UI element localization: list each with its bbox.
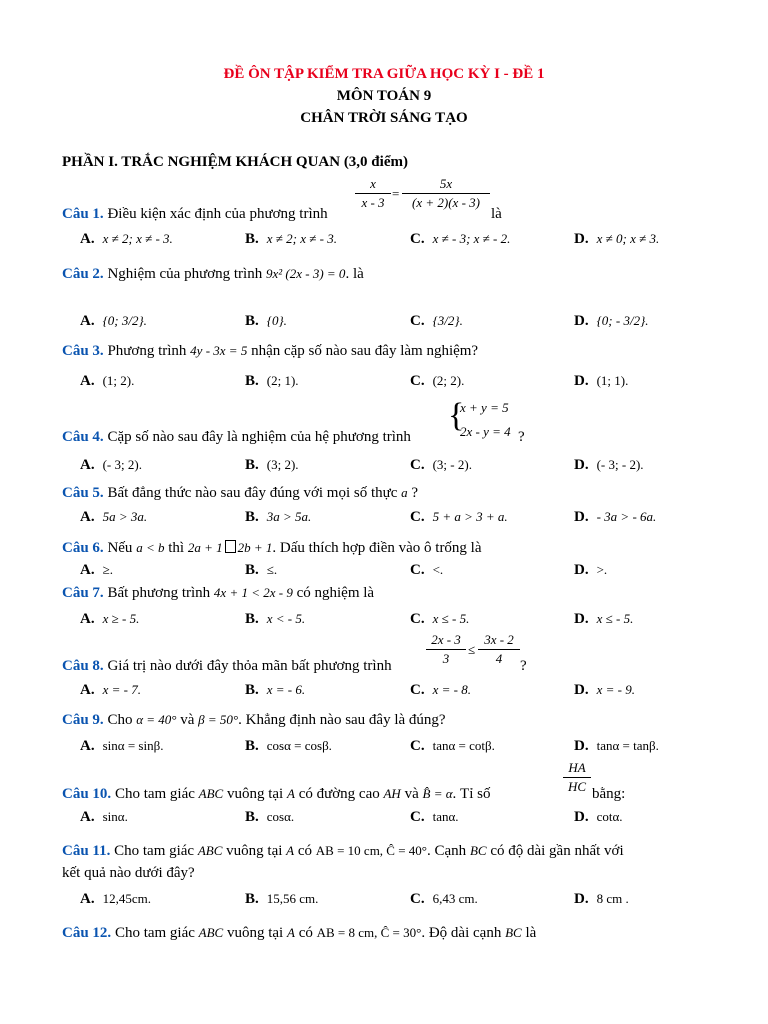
question-text: Nếu [103, 540, 133, 556]
question-tail: . là [345, 266, 364, 282]
question-number: Câu 2. [62, 266, 104, 282]
question-text: Cho tam giác [110, 843, 195, 859]
option-b[interactable]: B. ≤. [245, 562, 278, 578]
denominator: HC [567, 779, 587, 794]
option-a[interactable]: A. x ≥ - 5. [80, 611, 140, 627]
question-number: Câu 3. [62, 343, 104, 359]
question-number: Câu 9. [62, 712, 104, 728]
question-tail: nhận cặp số nào sau đây làm nghiệm? [247, 343, 479, 359]
question-number: Câu 12. [62, 925, 112, 941]
fraction-left [355, 176, 391, 211]
ratio-fraction [563, 760, 591, 795]
fraction-right [478, 632, 520, 667]
question-number: Câu 8. [62, 658, 104, 674]
option-c[interactable]: C. x ≠ - 3; x ≠ - 2. [410, 231, 511, 247]
question-11-line-2: kết quả nào dưới đây? [62, 865, 195, 881]
question-tail: . Khẳng định nào sau đây là đúng? [238, 712, 446, 728]
condition: a < b [136, 540, 165, 555]
question-tail: có nghiệm là [292, 585, 375, 601]
option-a[interactable]: A. sinα. [80, 809, 128, 825]
option-c[interactable]: C. {3/2}. [410, 313, 463, 329]
option-c[interactable]: C. (2; 2). [410, 373, 465, 389]
question-6: Câu 6. Nếu a < b thì 2a + 1 2b + 1. Dấu thích hợp điền vào ô trống là [62, 540, 482, 556]
question-number: Câu 5. [62, 485, 104, 501]
option-d[interactable]: D. - 3a > - 6a. [574, 509, 657, 525]
question-9: Câu 9. Cho α = 40° và β = 50°. Khẳng định nào sau đây là đúng? [62, 712, 446, 728]
question-text: Phương trình [103, 343, 187, 359]
option-c[interactable]: C. x = - 8. [410, 682, 471, 698]
option-d[interactable]: D. x ≠ 0; x ≠ 3. [574, 231, 660, 247]
question-tail: có độ dài gần nhất với [486, 843, 624, 859]
expression-left: 2a + 1 [187, 540, 223, 555]
question-text: Điều kiện xác định của phương trình [103, 206, 328, 222]
numerator: 2x - 3 [431, 632, 461, 647]
option-d[interactable]: D. x = - 9. [574, 682, 635, 698]
expression-right: 2b + 1 [237, 540, 273, 555]
option-d[interactable]: D. (- 3; - 2). [574, 457, 644, 473]
denominator: 4 [495, 651, 503, 666]
exam-subject: MÔN TOÁN 9 [336, 88, 432, 104]
relation-sign: ≤ [468, 642, 476, 657]
question-tail: là [491, 206, 502, 222]
equation: 9x² (2x - 3) = 0 [265, 266, 346, 281]
part-1-heading: PHẦN I. TRẮC NGHIỆM KHÁCH QUAN (3,0 điểm) [62, 154, 408, 170]
option-d[interactable]: D. {0; - 3/2}. [574, 313, 649, 329]
denominator: 3 [442, 651, 450, 666]
blank-box[interactable] [225, 540, 236, 553]
inequality: 4x + 1 < 2x - 9 [213, 585, 293, 600]
fraction-left [426, 632, 466, 667]
option-b[interactable]: B. cosα = cosβ. [245, 738, 332, 754]
question-tail: ? [520, 658, 527, 674]
option-b[interactable]: B. (3; 2). [245, 457, 299, 473]
option-a[interactable]: A. ≥. [80, 562, 113, 578]
question-number: Câu 1. [62, 206, 104, 222]
option-c[interactable]: C. tanα = cotβ. [410, 738, 495, 754]
question-number: Câu 4. [62, 429, 104, 445]
question-text: Bất đẳng thức nào sau đây đúng với mọi số thực [103, 485, 398, 501]
denominator: (x + 2)(x - 3) [412, 195, 480, 210]
option-d[interactable]: D. 8 cm . [574, 891, 629, 907]
question-number: Câu 6. [62, 540, 104, 556]
option-a[interactable]: A. x ≠ 2; x ≠ - 3. [80, 231, 173, 247]
question-text: Bất phương trình [103, 585, 211, 601]
option-a[interactable]: A. 5a > 3a. [80, 509, 148, 525]
option-b[interactable]: B. {0}. [245, 313, 287, 329]
option-d[interactable]: D. tanα = tanβ. [574, 738, 659, 754]
option-b[interactable]: B. 15,56 cm. [245, 891, 319, 907]
question-text: Cặp số nào sau đây là nghiệm của hệ phương trình [103, 429, 411, 445]
option-a[interactable]: A. (- 3; 2). [80, 457, 142, 473]
option-d[interactable]: D. >. [574, 562, 608, 578]
question-text: Giá trị nào dưới đây thỏa mãn bất phương trình [103, 658, 392, 674]
exam-series: CHÂN TRỜI SÁNG TẠO [300, 110, 468, 126]
option-c[interactable]: C. 5 + a > 3 + a. [410, 509, 508, 525]
question-text: Cho tam giác [111, 786, 195, 802]
question-3 [62, 343, 478, 360]
angle-alpha: α = 40° [136, 712, 177, 727]
question-tail: bằng: [592, 786, 626, 802]
question-10: Câu 10. Cho tam giác ABC vuông tại A có đường cao AH và B̂ = α. Tỉ số [62, 786, 491, 802]
question-tail: ? [518, 429, 525, 445]
option-b[interactable]: B. x = - 6. [245, 682, 306, 698]
fraction-right [402, 176, 490, 211]
numerator: 3x - 2 [484, 632, 514, 647]
option-a[interactable]: A. 12,45cm. [80, 891, 151, 907]
equation: 4y - 3x = 5 [190, 343, 248, 358]
option-a[interactable]: A. {0; 3/2}. [80, 313, 147, 329]
angle-beta: β = 50° [198, 712, 239, 727]
question-12: Câu 12. Cho tam giác ABC vuông tại A có AB = 8 cm, Ĉ = 30°. Độ dài cạnh BC là [62, 925, 537, 941]
option-b[interactable]: B. 3a > 5a. [245, 509, 312, 525]
option-c[interactable]: C. x ≤ - 5. [410, 611, 470, 627]
question-number: Câu 11. [62, 843, 111, 859]
question-tail: là [521, 925, 537, 941]
question-number: Câu 7. [62, 585, 104, 601]
option-d[interactable]: D. (1; 1). [574, 373, 629, 389]
variable: a [401, 485, 408, 500]
option-d[interactable]: D. cotα. [574, 809, 623, 825]
numerator: HA [568, 760, 586, 775]
system-equation-2: 2x - y = 4 [460, 424, 511, 439]
option-c[interactable]: C. <. [410, 562, 444, 578]
question-11: Câu 11. Cho tam giác ABC vuông tại A có AB = 10 cm, Ĉ = 40°. Cạnh BC có độ dài gần nhất với [62, 843, 624, 859]
question-text: Cho [103, 712, 133, 728]
numerator: 5x [439, 176, 453, 191]
option-c[interactable]: C. 6,43 cm. [410, 891, 478, 907]
denominator: x - 3 [361, 195, 385, 210]
system-equation-1: x + y = 5 [460, 400, 509, 415]
numerator: x [370, 176, 376, 191]
option-b[interactable]: B. x < - 5. [245, 611, 306, 627]
question-4 [62, 429, 411, 446]
question-7 [62, 585, 374, 602]
question-8 [62, 658, 392, 675]
question-number: Câu 10. [62, 786, 112, 802]
system-brace: { [448, 397, 465, 434]
question-1 [62, 206, 328, 223]
question-text: Nghiệm của phương trình [103, 266, 263, 282]
question-tail: . Dấu thích hợp điền vào ô trống là [272, 540, 482, 556]
option-c[interactable]: C. (3; - 2). [410, 457, 472, 473]
option-d[interactable]: D. x ≤ - 5. [574, 611, 634, 627]
option-a[interactable]: A. x = - 7. [80, 682, 141, 698]
option-c[interactable]: C. tanα. [410, 809, 459, 825]
option-b[interactable]: B. (2; 1). [245, 373, 299, 389]
question-text: Cho tam giác [111, 925, 195, 941]
exam-title: ĐỀ ÔN TẬP KIỂM TRA GIỮA HỌC KỲ I - ĐỀ 1 [223, 66, 545, 82]
option-a[interactable]: A. (1; 2). [80, 373, 135, 389]
option-a[interactable]: A. sinα = sinβ. [80, 738, 164, 754]
question-2 [62, 266, 364, 283]
question-tail: ? [407, 485, 419, 501]
option-b[interactable]: B. cosα. [245, 809, 295, 825]
question-5 [62, 485, 418, 502]
equals-sign: = [392, 186, 400, 201]
option-b[interactable]: B. x ≠ 2; x ≠ - 3. [245, 231, 337, 247]
